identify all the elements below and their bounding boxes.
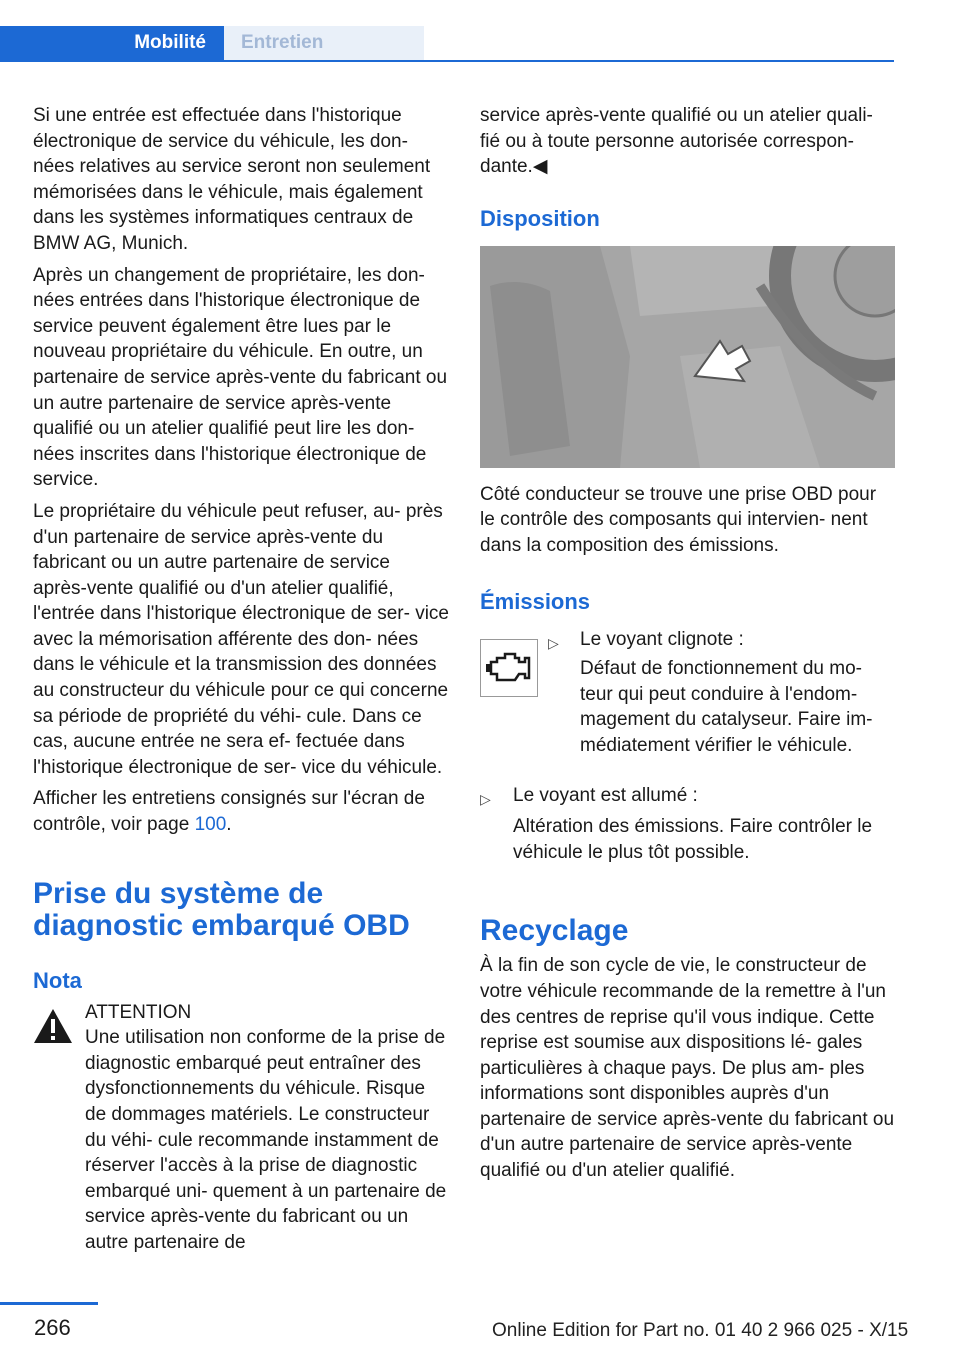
paragraph-display-services <box>33 786 449 837</box>
warning-text <box>85 1025 449 1255</box>
engine-check-icon <box>481 640 537 696</box>
page-number: 266 <box>34 1315 71 1340</box>
recycling-heading: Recyclage <box>480 914 629 948</box>
paragraph-recycling: À la fin de son cycle de vie, le constructeur de votre véhicule recommande de la remettre à l'un des centres de reprise qu'il vous indique. Cette reprise est soumise aux dispositions lé‐ gales particulières à chaque pays. De plus am‐ ples informations sont disponibles auprès d'un partenaire de service après-vente du fabricant ou d'un autre partenaire de service après-vente qualifié ou d'un atelier qualifié. <box>480 955 895 1182</box>
list-triangle-icon: ▷ <box>548 634 559 651</box>
display-services-suffix: . <box>226 814 232 836</box>
edition-note: Online Edition for Part no. 01 40 2 966 025 - X/15 <box>492 1320 909 1341</box>
emissions-block <box>480 627 896 783</box>
warning-block <box>33 1000 449 1256</box>
tab-mobilite[interactable]: Mobilité <box>0 26 224 60</box>
paragraph-disposition: Côté conducteur se trouve une prise OBD pour le contrôle des composants qui intervien‐ nent dans la composition des émissions. <box>480 483 877 556</box>
list-item <box>548 627 896 773</box>
right-column <box>480 103 896 1190</box>
footer-rule <box>0 1302 98 1305</box>
section-title-obd: Prise du système de diagnostic embarqué OBD <box>33 876 410 942</box>
disposition-heading: Disposition <box>480 205 600 231</box>
left-column <box>33 103 449 1256</box>
paragraph-owner-refuse: Le propriétaire du véhicule peut refuser, au‐ près d'un partenaire de service après-vente du fabricant ou un autre partenaire de service après-vente qualifié ou d'un atelier qualifié, l'entrée dans l'historique électronique de ser‐ vice avec la mémorisation afférente des don‐ nées dans le véhicule et la transmission des données au constructeur du véhicule pour ce qui concerne sa période de propriété du véhi‐ cule. Dans ce cas, aucune entrée ne sera ef‐ fectuée dans l'historique électronique de ser‐ vice du véhicule. <box>33 500 449 778</box>
engine-check-icon-box <box>480 639 538 697</box>
display-services-text: Afficher les entretiens consignés sur l'écran de contrôle, voir page <box>33 788 425 836</box>
paragraph-continued: service après-vente qualifié ou un atelier quali‐ fié ou à toute personne autorisée correspon‐ dante.◀ <box>480 105 873 178</box>
page-link[interactable]: 100 <box>194 814 227 836</box>
list-item <box>480 783 896 866</box>
list-item-text: Défaut de fonctionnement du mo‐ teur qui peut conduire à l'endom‐ magement du catalyseur. Faire im‐ médiatement vérifier le véhicule. <box>580 658 873 756</box>
list-item-label: Le voyant est allumé : <box>513 784 698 806</box>
list-triangle-icon: ▷ <box>480 790 491 807</box>
tab-rule <box>0 60 894 62</box>
list-item-label: Le voyant clignote : <box>580 628 744 650</box>
obd-location-figure <box>480 246 895 468</box>
list-item-text: Altération des émissions. Faire contrôler le véhicule le plus tôt possible. <box>513 816 873 863</box>
emissions-heading: Émissions <box>480 588 591 614</box>
emissions-list <box>548 627 896 783</box>
obd-location-illustration <box>480 246 895 468</box>
tab-entretien[interactable]: Entretien <box>224 26 424 60</box>
paragraph-history-entry: Si une entrée est effectuée dans l'historique électronique de service du véhicule, les don‐ nées relatives au service seront non seulement mémorisées dans le véhicule, mais également dans les systèmes informatiques centraux de BMW AG, Munich. <box>33 105 431 254</box>
paragraph-owner-change: Après un changement de propriétaire, les don‐ nées entrées dans l'historique électronique de service peuvent également être lues par le nouveau propriétaire du véhicule. En outre, un partenaire de service après-vente du fabricant ou un autre partenaire de service après-vente qualifié ou un atelier qualifié peut lire les don‐ nées inscrites dans l'historique électronique de service. <box>33 264 448 491</box>
warning-triangle-icon <box>33 1008 73 1044</box>
warning-label: ATTENTION <box>85 1001 192 1023</box>
nota-heading: Nota <box>33 967 82 993</box>
warning-body: Une utilisation non conforme de la prise de diagnostic embarqué peut entraîner des dysfonctionnements du véhicule. Risque de dommages matériels. Le constructeur du véhi‐ cule recommande instamment de réserver l'accès à la prise de diagnostic embarqué uni‐ quement à un partenaire de service après-vente du fabricant ou un autre partenaire de <box>85 1027 447 1253</box>
section-tabs <box>0 26 894 62</box>
